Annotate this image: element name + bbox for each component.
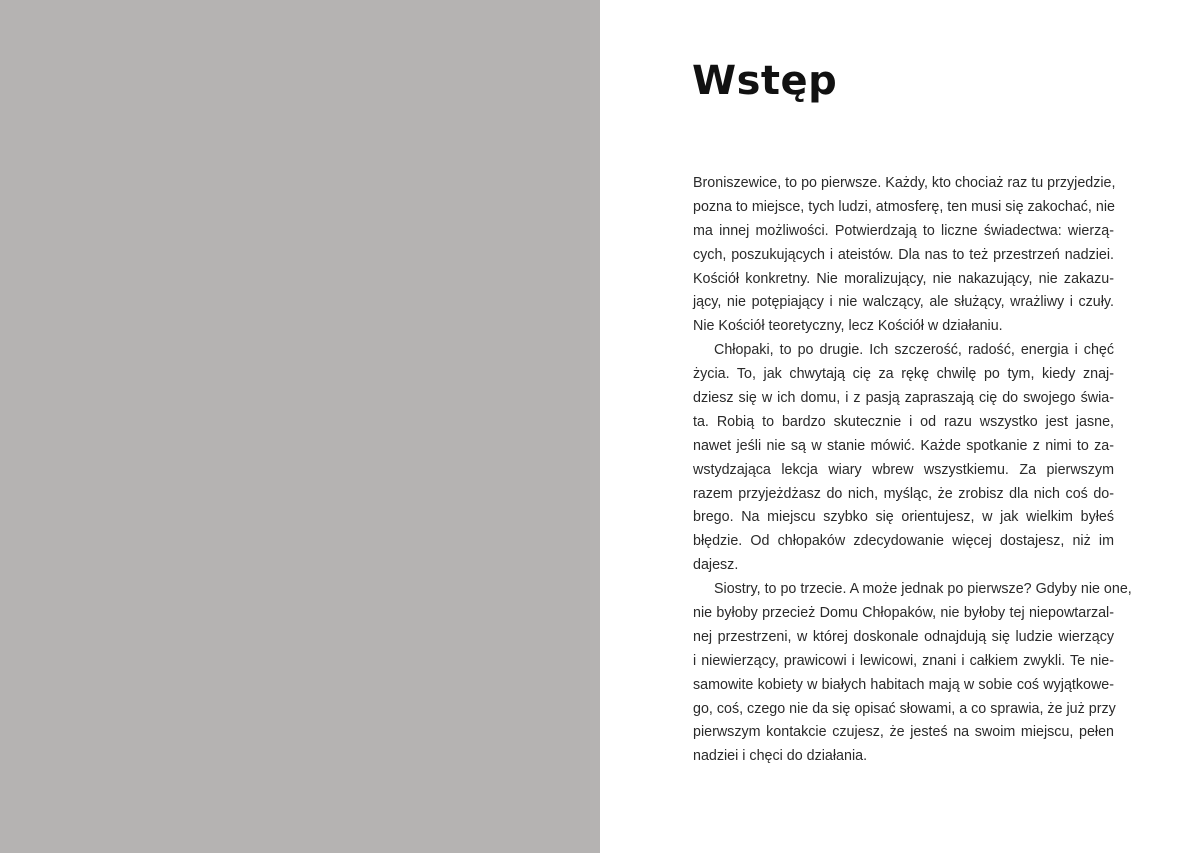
text-line: wstydzająca lekcja wiary wbrew wszystkiemu. Za pierwszym [693, 461, 1114, 478]
text-line: pozna to miejsce, tych ludzi, atmosferę, ten musi się zakochać, nie [693, 198, 1115, 215]
text-line: i niewierzący, prawicowi i lewicowi, znani i całkiem zwykli. Te nie- [693, 652, 1114, 669]
text-line: cych, poszukujących i ateistów. Dla nas to też przestrzeń nadziei. [693, 246, 1114, 263]
text-line: nadziei i chęci do działania. [693, 748, 868, 765]
text-line: dajesz. [693, 557, 739, 574]
text-line: nej przestrzeni, w której doskonale odnajdują się ludzie wierzący [693, 628, 1114, 645]
text-line: Chłopaki, to po drugie. Ich szczerość, radość, energia i chęć [714, 342, 1114, 359]
text-line: brego. Na miejscu szybko się orientujesz, w jak wielkim byłeś [693, 509, 1114, 526]
text-line: życia. To, jak chwytają cię za rękę chwilę po tym, kiedy znaj- [693, 366, 1114, 383]
text-line: Kościół konkretny. Nie moralizujący, nie nakazujący, nie zakazu- [693, 270, 1114, 287]
right-page [600, 0, 1200, 853]
text-line: Broniszewice, to po pierwsze. Każdy, kto chociaż raz tu przyjedzie, [693, 175, 1116, 191]
text-line: nie byłoby przecież Domu Chłopaków, nie byłoby tej niepowtarzal- [693, 605, 1114, 622]
text-line: dziesz się w ich domu, i z pasją zapraszają cię do swojego świa- [693, 390, 1114, 407]
text-line: ta. Robią to bardzo skutecznie i od razu wszystko jest jasne, [693, 413, 1114, 430]
text-line: jący, nie potępiający i nie walczący, ale służący, wrażliwy i czuły. [693, 294, 1114, 311]
text-line: samowite kobiety w białych habitach mają w sobie coś wyjątkowe- [693, 676, 1114, 693]
text-line: pierwszym kontakcie czujesz, że jesteś na swoim miejscu, pełen [693, 724, 1114, 741]
text-line: nawet jeśli nie są w stanie mówić. Każde spotkanie z nimi to za- [693, 437, 1114, 454]
text-line: go, coś, czego nie da się opisać słowami, a co sprawia, że już przy [693, 700, 1116, 717]
text-line: Siostry, to po trzecie. A może jednak po pierwsze? Gdyby nie one, [714, 581, 1132, 598]
text-line: Nie Kościół teoretyczny, lecz Kościół w działaniu. [693, 318, 1003, 335]
text-line: błędzie. Od chłopaków zdecydowanie więcej dostajesz, niż im [693, 533, 1114, 550]
text-line: razem przyjeżdżasz do nich, myśląc, że zrobisz dla nich coś do- [693, 485, 1114, 502]
chapter-title: Wstęp [692, 58, 838, 104]
body-text [693, 172, 1132, 769]
text-line: ma innej możliwości. Potwierdzają to liczne świadectwa: wierzą- [693, 222, 1114, 239]
